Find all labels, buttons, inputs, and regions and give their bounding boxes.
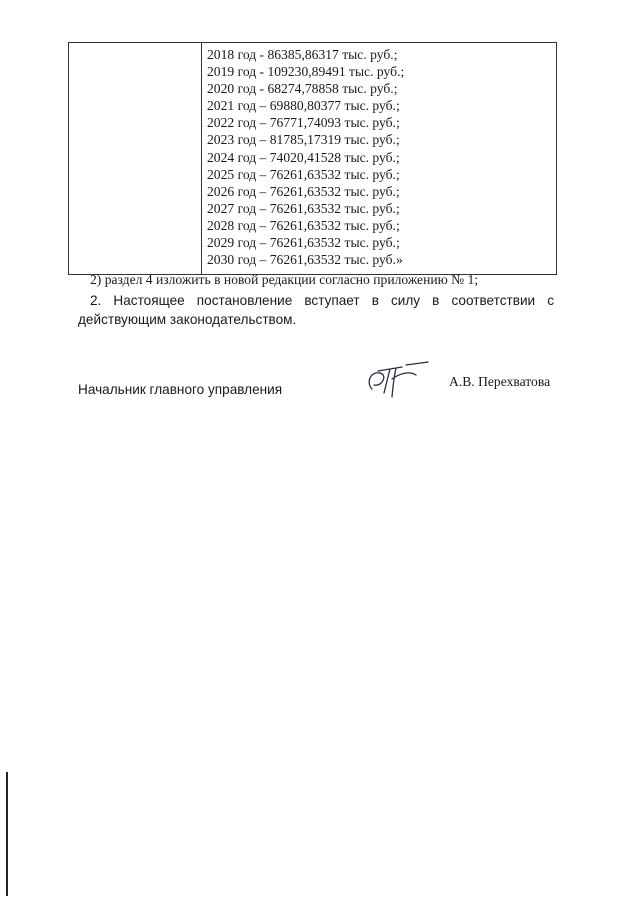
signatory-name: А.В. Перехватова [449,374,551,389]
funding-line-2026: 2026 год – 76261,63532 тыс. руб.; [207,183,400,199]
funding-line-2028: 2028 год – 76261,63532 тыс. руб.; [207,217,400,233]
signatory-position: Начальник главного управления [78,382,283,397]
handwritten-signature [362,359,430,401]
funding-line-2027: 2027 год – 76261,63532 тыс. руб.; [207,200,400,216]
item-2-paragraph: 2) раздел 4 изложить в новой редакции согласно приложению № 1; [90,272,479,287]
funding-line-2021: 2021 год – 69880,80377 тыс. руб.; [207,98,400,114]
funding-table [68,42,557,275]
funding-line-2030: 2030 год – 76261,63532 тыс. руб.» [207,252,403,268]
table-right-cell [202,43,557,275]
funding-line-2018: 2018 год - 86385,86317 тыс. руб.; [207,47,398,62]
funding-line-2020: 2020 год - 68274,78858 тыс. руб.; [207,81,398,97]
funding-lines [202,43,556,268]
clause-2-line-2: действующим законодательством. [78,312,297,327]
funding-line-2029: 2029 год – 76261,63532 тыс. руб.; [207,235,400,251]
funding-line-2024: 2024 год – 74020,41528 тыс. руб.; [207,149,400,165]
clause-2-line-1: 2. Настоящее постановление вступает в силу в соответствии с [90,293,554,308]
funding-line-2022: 2022 год – 76771,74093 тыс. руб.; [207,115,400,131]
funding-line-2023: 2023 год – 81785,17319 тыс. руб.; [207,132,400,148]
funding-line-2019: 2019 год - 109230,89491 тыс. руб.; [207,64,405,80]
table-left-cell [69,43,202,275]
funding-line-2025: 2025 год – 76261,63532 тыс. руб.; [207,166,400,182]
scan-edge-mark [6,772,8,896]
